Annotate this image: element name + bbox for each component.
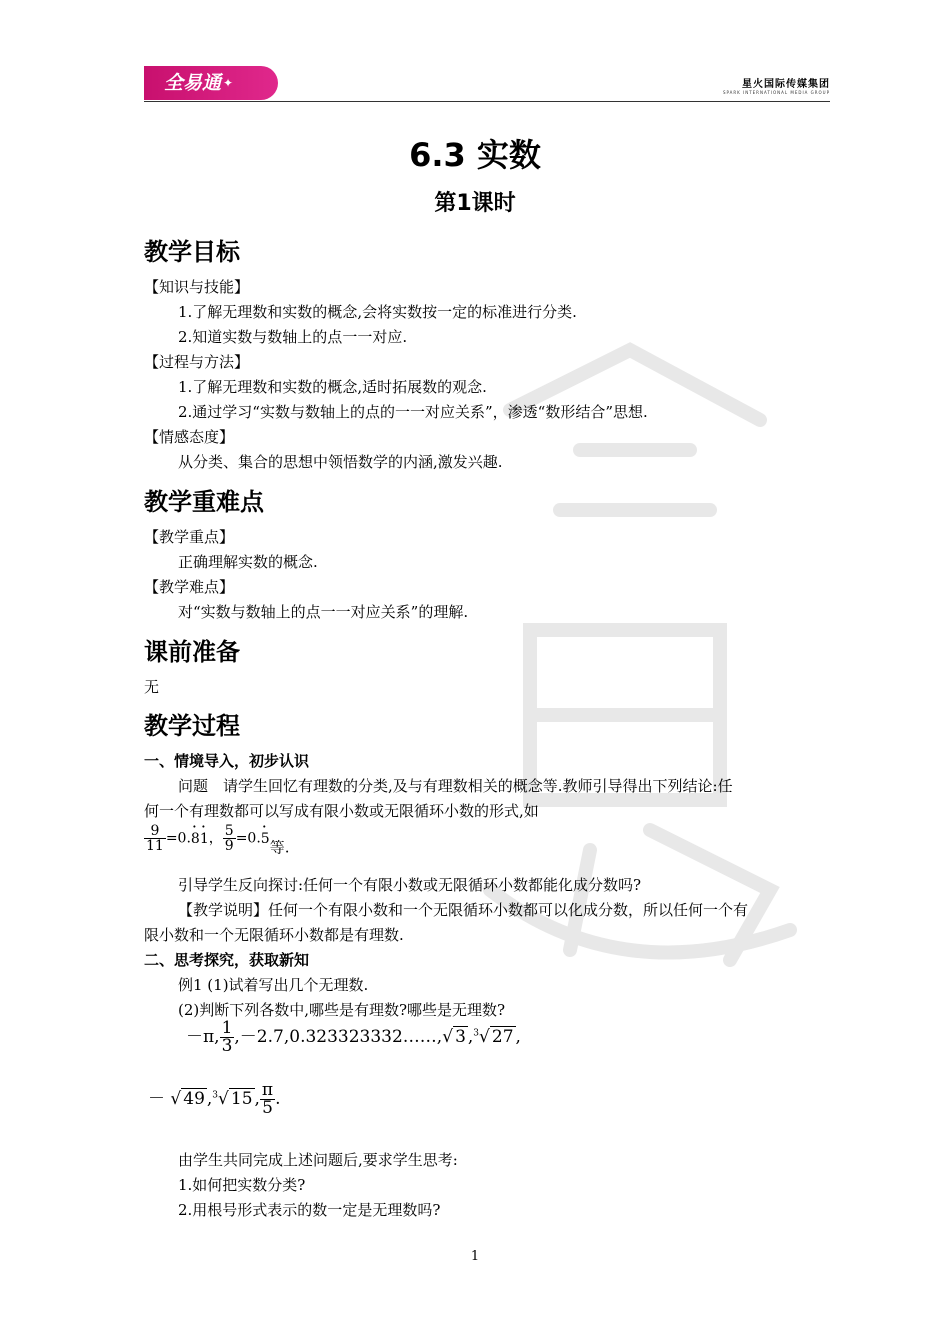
page-header — [144, 66, 830, 102]
example-1: 例1 (1)试着写出几个无理数. — [178, 976, 369, 994]
comma: , — [254, 1089, 260, 1109]
numerator: π — [261, 1080, 274, 1100]
goals-knowledge-1: 1.了解无理数和实数的概念,会将实数按一定的标准进行分类. — [178, 303, 577, 321]
keypoints-difficulty: 对“实数与数轴上的点一一对应关系”的理解. — [178, 603, 469, 621]
denominator: 9 — [224, 838, 234, 854]
think-question-1: 1.如何把实数分类? — [178, 1176, 306, 1194]
goals-tag-knowledge: 【知识与技能】 — [144, 278, 250, 296]
goals-tag-emotion: 【情感态度】 — [144, 428, 235, 446]
fraction-1-3 — [220, 1020, 235, 1055]
repeat-digit: · 8 — [191, 831, 200, 847]
process-note-line1: 【教学说明】任何一个有限小数和一个无限循环小数都可以化成分数，所以任何一个有 — [178, 901, 749, 919]
denominator: 3 — [221, 1036, 233, 1056]
process-after: 由学生共同完成上述问题后,要求学生思考: — [178, 1151, 458, 1169]
page-title: 6.3 实数 — [409, 136, 541, 174]
number-list-row1 — [186, 1020, 521, 1055]
cbrt-15: $^3$√ 15 — [212, 1089, 253, 1109]
process-question-line1: 问题 请学生回忆有理数的分类,及与有理数相关的概念等.教师引导得出下列结论:任 — [178, 777, 733, 795]
section-prep-heading: 课前准备 — [144, 638, 240, 666]
example-2: (2)判断下列各数中,哪些是有理数?哪些是无理数? — [178, 1001, 506, 1019]
equals: =0. — [235, 830, 261, 847]
think-question-2: 2.用根号形式表示的数一定是无理数吗? — [178, 1201, 441, 1219]
section-keypoints-heading: 教学重难点 — [144, 488, 264, 516]
denominator: 11 — [146, 838, 164, 854]
equals: =0. — [165, 830, 191, 847]
process-part2-title: 二、思考探究，获取新知 — [144, 951, 310, 969]
comma: , — [206, 1089, 213, 1109]
goals-emotion-1: 从分类、集合的思想中领悟数学的内涵,激发兴趣. — [178, 453, 503, 471]
process-question-line2: 何一个有理数都可以写成有限小数或无限循环小数的形式,如 — [144, 802, 539, 820]
number-list-text: ,－2.7,0.323323332……, — [234, 1027, 443, 1047]
sqrt-49: √ 49 — [170, 1089, 205, 1109]
neg-pi: －π, — [186, 1027, 220, 1047]
comma: , — [467, 1027, 474, 1047]
goals-tag-process: 【过程与方法】 — [144, 353, 250, 371]
number-list-row2 — [148, 1082, 281, 1117]
section-process-heading: 教学过程 — [144, 712, 240, 740]
goals-process-1: 1.了解无理数和实数的概念,适时拓展数的观念. — [178, 378, 487, 396]
radicand: 15 — [230, 1089, 253, 1109]
comma: , — [515, 1027, 521, 1047]
decimal-examples — [144, 824, 289, 858]
section-goals-heading: 教学目标 — [144, 238, 240, 266]
company-name-cn: 星火国际传媒集团 — [742, 79, 830, 90]
radicand: 27 — [491, 1027, 514, 1047]
goals-knowledge-2: 2.知道实数与数轴上的点一一对应. — [178, 328, 408, 346]
header-divider — [144, 101, 830, 102]
numerator: 1 — [221, 1018, 233, 1038]
numerator: 5 — [224, 823, 234, 839]
page-number: 1 — [470, 1249, 480, 1264]
repeat-digit: · 1 — [200, 831, 209, 847]
keypoints-focus: 正确理解实数的概念. — [178, 553, 318, 571]
denominator: 5 — [262, 1098, 273, 1118]
page-subtitle: 第1课时 — [434, 191, 516, 216]
minus-sign: － — [148, 1089, 165, 1109]
process-note-line2: 限小数和一个无限循环小数都是有理数. — [144, 926, 404, 944]
fraction-9-11 — [144, 824, 166, 853]
star-icon: ✦ — [223, 76, 234, 90]
process-reverse-question: 引导学生反向探讨:任何一个有限小数或无限循环小数都能化成分数吗? — [178, 876, 642, 894]
process-part1-title: 一、情境导入，初步认识 — [144, 752, 310, 770]
radicand: 49 — [183, 1089, 205, 1109]
company-name — [723, 75, 830, 95]
root-index: 3 — [212, 1090, 219, 1101]
separator: ， — [208, 830, 223, 847]
etc: 等. — [269, 838, 290, 857]
prep-text: 无 — [144, 678, 160, 696]
cbrt-27: $^3$√ 27 — [473, 1027, 514, 1047]
brand-logo — [144, 66, 278, 100]
company-name-en: SPARK INTERNATIONAL MEDIA GROUP — [722, 90, 830, 95]
keypoints-tag-difficulty: 【教学难点】 — [144, 578, 235, 596]
numerator: 9 — [144, 824, 166, 839]
sqrt-3: √ 3 — [442, 1027, 466, 1047]
repeat-digit: · 5 — [261, 831, 270, 847]
keypoints-tag-focus: 【教学重点】 — [144, 528, 235, 546]
goals-process-2: 2.通过学习“实数与数轴上的点的一一对应关系”，渗透“数形结合”思想. — [178, 403, 648, 421]
logo-text: 全易通 — [164, 72, 222, 94]
radicand: 3 — [455, 1027, 466, 1047]
fraction-pi-5 — [260, 1082, 275, 1117]
root-index: 3 — [473, 1028, 480, 1039]
fraction-5-9 — [223, 824, 236, 853]
period: . — [275, 1089, 281, 1109]
